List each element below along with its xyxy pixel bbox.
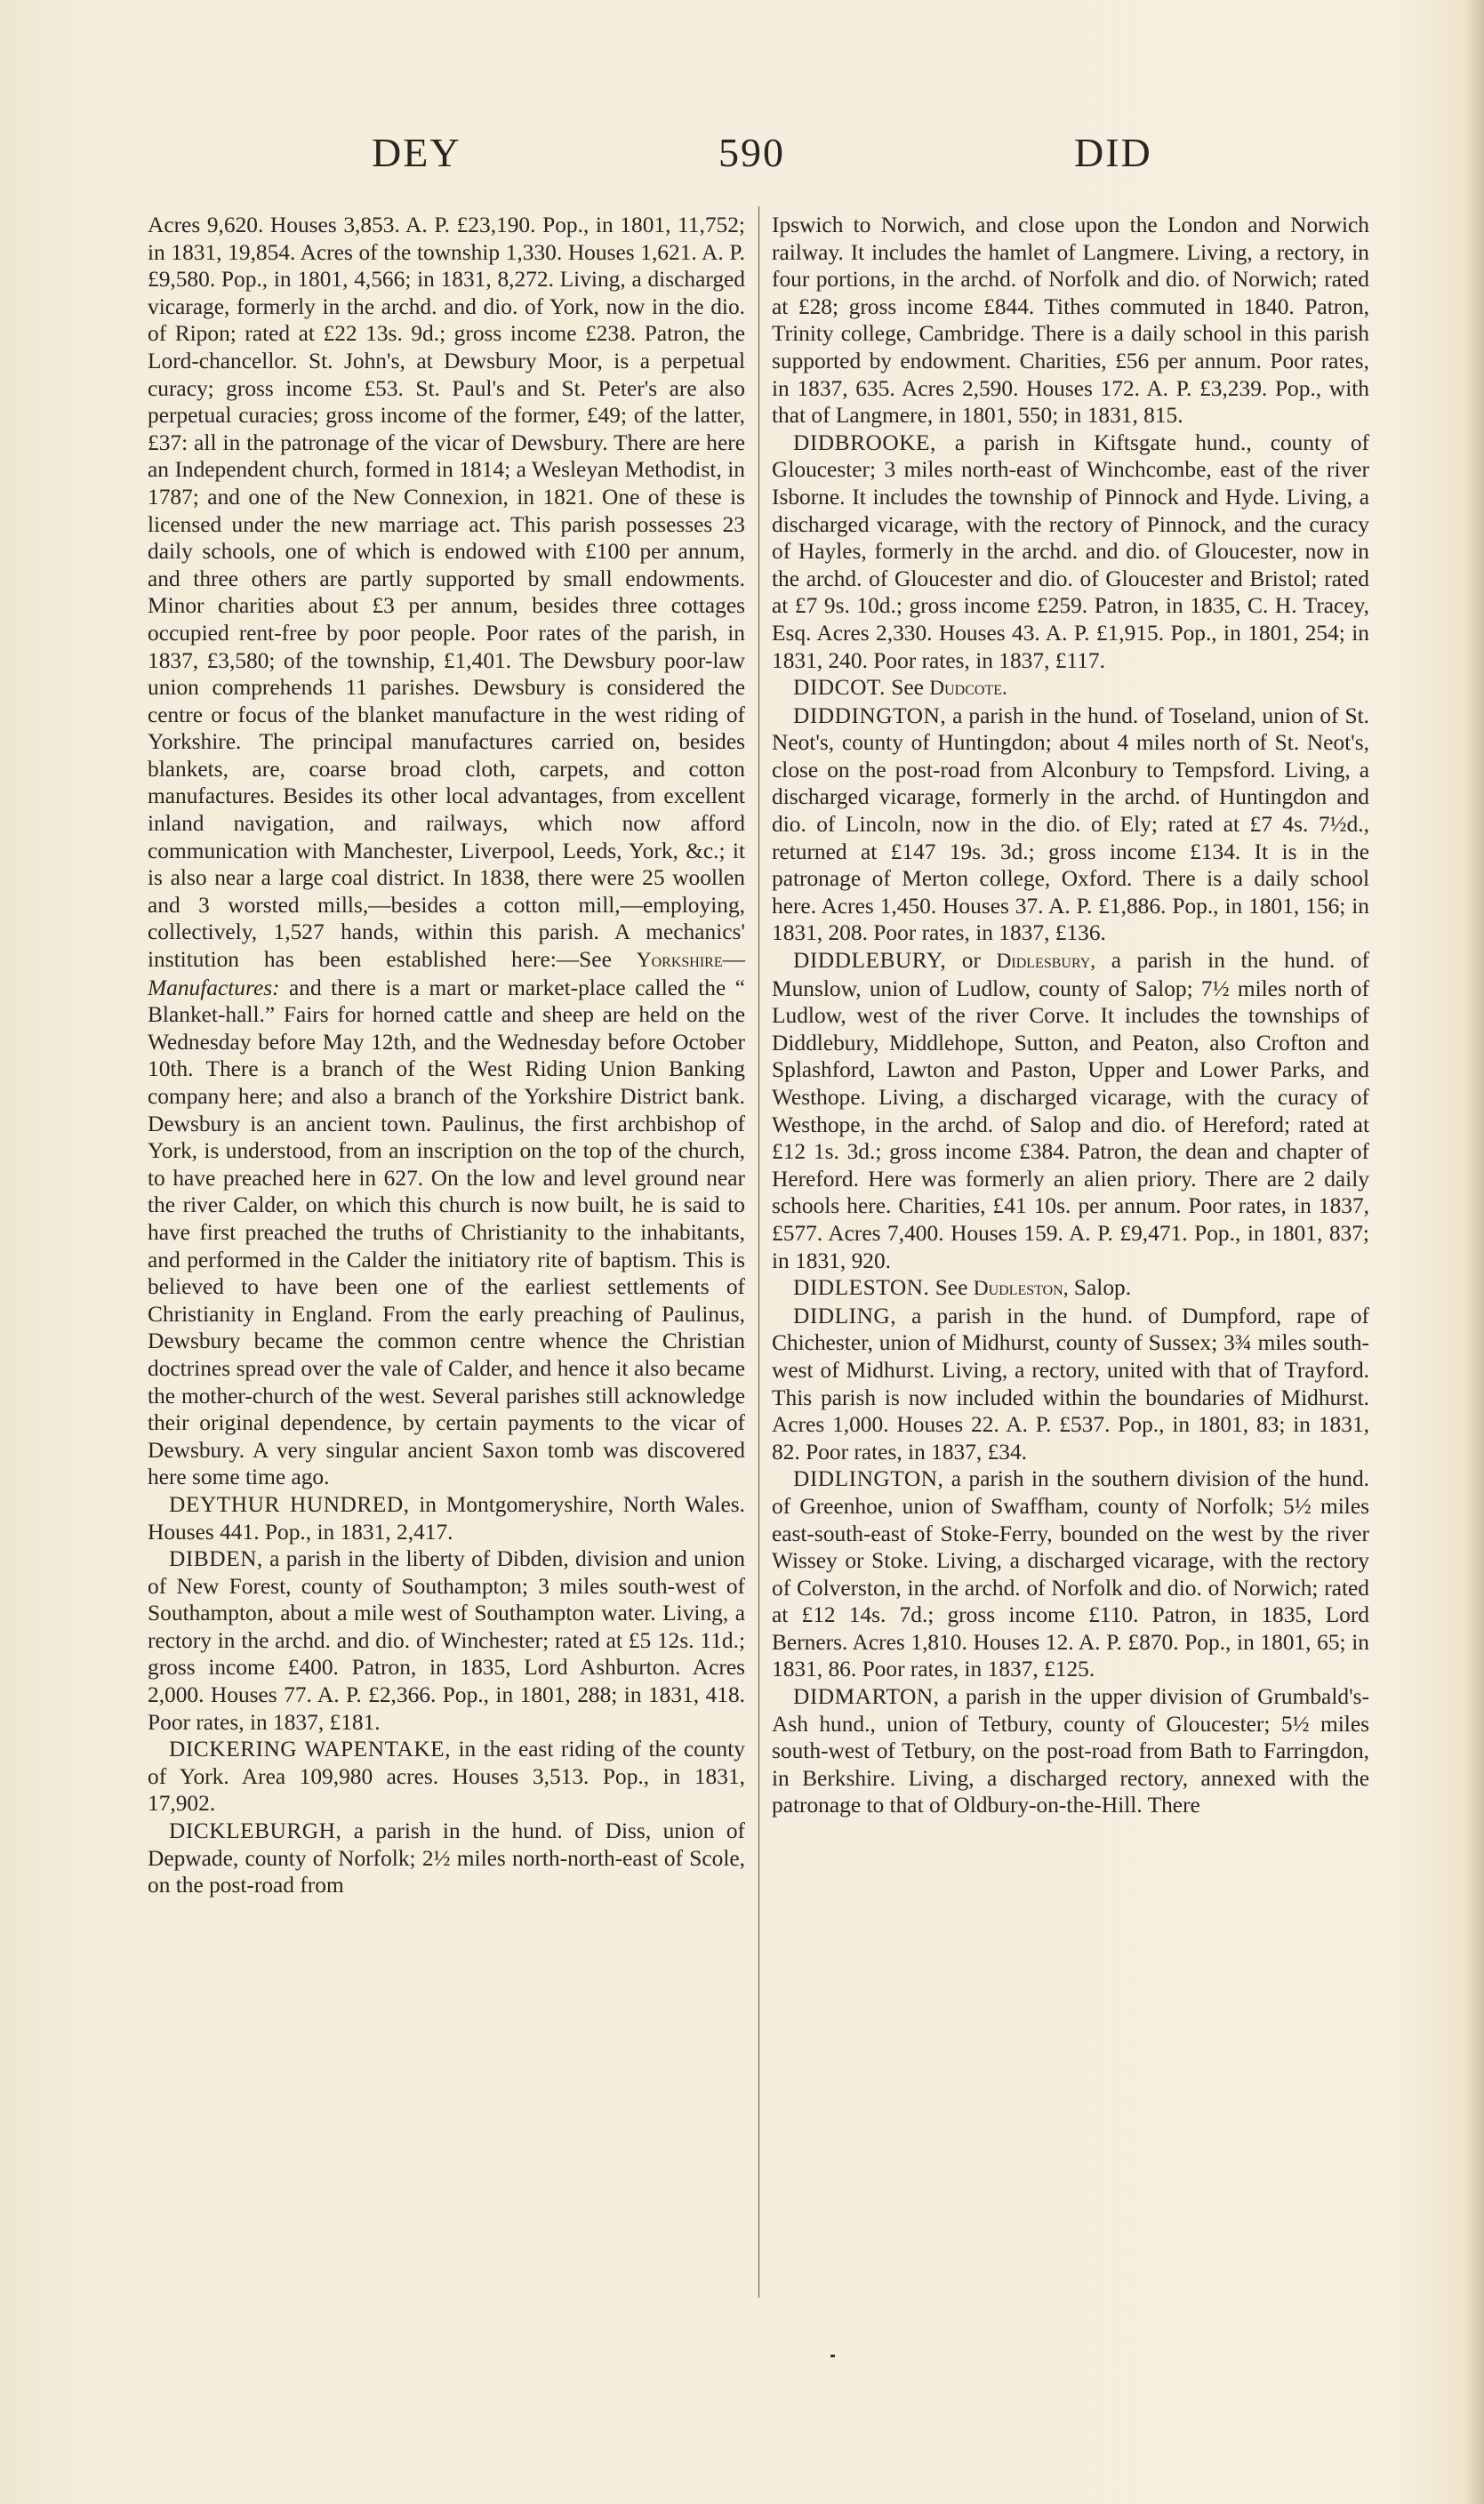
- entry-headword: DIDDLEBURY,: [793, 948, 947, 974]
- entry-headword: DIDLING,: [793, 1303, 897, 1328]
- gazetteer-entry: [148, 1736, 745, 1818]
- entry-text: a parish in the liberty of Dibden, division and union of New Forest, county of Southampton; 3 miles south-west of Southampton, about a mile west of Southampton water. Living, a rectory in the archd. and dio. of Winchester; rated at £5 12s. 11d.; gross income £400. Patron, in 1835, Lord Ashburton. Acres 2,000. Houses 77. A. P. £2,366. Pop., in 1801, 288; in 1831, 418. Poor rates, in 1837, £181.: [148, 1546, 745, 1735]
- gazetteer-entry: [772, 1683, 1369, 1819]
- entry-headword: DEYTHUR HUNDRED,: [169, 1491, 410, 1517]
- cross-reference: Dudcote.: [929, 677, 1007, 701]
- header-left-guideword: DEY: [372, 130, 461, 175]
- entry-text: Salop.: [1068, 1275, 1132, 1301]
- entry-text: a parish in the hund. of Diss, union of Depwade, county of Norfolk; 2½ miles north-north-east of Scole, on the post-road from: [148, 1818, 745, 1898]
- gazetteer-entry: [772, 674, 1369, 702]
- gazetteer-entry: [772, 702, 1369, 947]
- gazetteer-entry: [772, 947, 1369, 1274]
- cross-reference: Dudleston,: [973, 1277, 1069, 1301]
- entry-headword: DICKLEBURGH,: [169, 1818, 342, 1844]
- entry-headword: DIDBROOKE,: [793, 429, 936, 455]
- gazetteer-entry: [772, 1274, 1369, 1303]
- left-column: [148, 212, 745, 1899]
- gazetteer-entry: [772, 1465, 1369, 1683]
- gazetteer-entry: [772, 429, 1369, 674]
- header-right-guideword: DID: [1074, 130, 1152, 175]
- entry-headword: DIBDEN,: [169, 1546, 263, 1572]
- entry-text: a parish in the southern division of the hund. of Greenhoe, union of Swaffham, county of Norfolk; 5½ miles east-south-east of Stoke-Ferry, bounded on the west by the river Wissey or Stoke. Living, a discharged vicarage, with the rectory of Colverston, in the archd. of Norfolk and dio. of Norwich; rated at £12 14s. 7d.; gross income £110. Patron, in 1835, Lord Berners. Acres 1,810. Houses 12. A. P. £870. Pop., in 1801, 65; in 1831, 86. Poor rates, in 1837, £125.: [772, 1466, 1369, 1682]
- gazetteer-entry: [148, 1491, 745, 1545]
- entry-text: a parish in the hund. of Munslow, union of Ludlow, county of Salop; 7½ miles north of Ludlow, west of the river Corve. It includes the townships of Diddlebury, Middlehope, Sutton, and Peaton, also Crofton and Splashford, Lawton and Paston, Upper and Lower Parks, and Westhope. Living, a discharged vicarage, with the curacy of Westhope, in the archd. of Salop and dio. of Hereford; rated at £12 1s. 3d.; gross income £384. Patron, the dean and chapter of Hereford. Here was formerly an alien priory. There are 2 daily schools here. Charities, £41 10s. per annum. Poor rates, in 1837, £577. Acres 7,400. Houses 159. A. P. £9,471. Pop., in 1801, 837; in 1831, 920.: [772, 948, 1369, 1273]
- entry-headword: DIDMARTON,: [793, 1684, 940, 1710]
- printer-mark: [830, 2355, 835, 2357]
- entry-text: a parish in the hund. of Dumpford, rape of Chichester, union of Midhurst, county of Sussex; 3¾ miles south-west of Midhurst. Living, a rectory, united with that of Trayford. This parish is now included within the boundaries of Midhurst. Acres 1,000. Houses 22. A. P. £537. Pop., in 1801, 83; in 1831, 82. Poor rates, in 1837, £34.: [772, 1303, 1369, 1465]
- cross-reference: Didlesbury,: [996, 950, 1096, 974]
- entry-text: Ipswich to Norwich, and close upon the London and Norwich railway. It includes the hamlet of Langmere. Living, a rectory, in four portions, in the archd. of Norfolk and dio. of Norwich; rated at £28; gross income £844. Tithes commuted in 1840. Patron, Trinity college, Cambridge. There is a daily school in this parish supported by endowment. Charities, £56 per annum. Poor rates, in 1837, 635. Acres 2,590. Houses 172. A. P. £3,239. Pop., with that of Langmere, in 1801, 550; in 1831, 815.: [772, 213, 1369, 429]
- entry-text: a parish in the upper division of Grumbald's-Ash hund., union of Tetbury, county of Gloucester; 5½ miles south-west of Tetbury, on the post-road from Bath to Farringdon, in Berkshire. Living, a discharged rectory, annexed with the patronage to that of Oldbury-on-the-Hill. There: [772, 1684, 1369, 1818]
- entry-text: and there is a mart or market-place called the “ Blanket-hall.” Fairs for horned cattle and sheep are held on the Wednesday before May 12th, and the Wednesday before October 10th. There is a branch of the West Riding Union Banking company here; and also a branch of the Yorkshire District bank. Dewsbury is an ancient town. Paulinus, the first archbishop of York, is understood, from an inscription on the top of the church, to have preached here in 627. On the low and level ground near the river Calder, on which this church is now built, he is said to have first preached the truths of Christianity to the inhabitants, and performed in the Calder the initiatory rite of baptism. This is believed to have been one of the earliest settlements of Christianity in England. From the early preaching of Paulinus, Dewsbury became the common centre whence the Christian doctrines spread over the vale of Calder, and hence it also became the mother-church of the west. Several parishes still acknowledge their original dependence, by certain payments to the vicar of Dewsbury. A very singular ancient Saxon tomb was discovered here some time ago.: [148, 975, 745, 1490]
- entry-text: or: [946, 948, 997, 974]
- entry-text: Acres 9,620. Houses 3,853. A. P. £23,190. Pop., in 1801, 11,752; in 1831, 19,854. Acres of the township 1,330. Houses 1,621. A. P. £9,580. Pop., in 1801, 4,566; in 1831, 8,272. Living, a discharged vicarage, formerly in the archd. and dio. of York, now in the dio. of Ripon; rated at £22 13s. 9d.; gross income £238. Patron, the Lord-chancellor. St. John's, at Dewsbury Moor, is a perpetual curacy; gross income £53. St. Paul's and St. Peter's are also perpetual curacies; gross income of the former, £49; of the latter, £37: all in the patronage of the vicar of Dewsbury. There are here an Independent church, formed in 1814; a Wesleyan Methodist, in 1787; and one of the New Connexion, in 1821. One of these is licensed under the new marriage act. This parish possesses 23 daily schools, one of which is endowed with £100 per annum, and three others are partly supported by small endowments. Minor charities about £3 per annum, besides three cottages occupied rent-free by poor people. Poor rates of the parish, in 1837, £3,580; of the township, £1,401. The Dewsbury poor-law union comprehends 11 parishes. Dewsbury is considered the centre or focus of the blanket manufacture in the west riding of Yorkshire. The principal manufactures carried on, besides blankets, are, coarse broad cloth, carpets, and cotton manufactures. Besides its other local advantages, from excellent inland navigation, and railways, which now afford communication with Manchester, Liverpool, Leeds, York, &c.; it is also near a large coal district. In 1838, there were 25 woollen and 3 worsted mills,—besides a cotton mill,—employing, collectively, 1,527 hands, within this parish. A mechanics' institution has been established here:—See: [148, 213, 745, 973]
- gazetteer-entry: [772, 1303, 1369, 1466]
- gazetteer-entry: [148, 1818, 745, 1899]
- entry-headword: DIDDINGTON,: [793, 702, 947, 728]
- page-number: 590: [718, 130, 785, 175]
- entry-headword: DIDLESTON.: [793, 1275, 930, 1301]
- entry-headword: DIDCOT.: [793, 675, 886, 701]
- continued-entry-dickleburgh: [772, 212, 1369, 429]
- page-edge-shadow: [1464, 0, 1484, 2504]
- entry-headword: DIDLINGTON,: [793, 1466, 944, 1492]
- entry-headword: DICKERING WAPENTAKE,: [169, 1737, 452, 1762]
- column-divider: [758, 206, 759, 2298]
- cross-reference-italic: Manufactures:: [148, 975, 280, 1000]
- gazetteer-entry: [148, 1545, 745, 1736]
- entry-text: See: [929, 1275, 974, 1301]
- entry-text: in Montgomeryshire, North Wales. Houses 441. Pop., in 1831, 2,417.: [148, 1491, 745, 1545]
- entry-text: in the east riding of the county of York. Area 109,980 acres. Houses 3,513. Pop., in 1831, 17,902.: [148, 1737, 746, 1817]
- running-header: [0, 129, 1484, 182]
- entry-text: See: [885, 675, 930, 701]
- entry-text: a parish in the hund. of Toseland, union of St. Neot's, county of Huntingdon; about 4 miles north of St. Neot's, close on the post-road from Alconbury to Tempsford. Living, a discharged vicarage, formerly in the archd. of Huntingdon and dio. of Lincoln, now in the dio. of Ely; rated at £7 4s. 7½d., returned at £147 19s. 3d.; gross income £134. It is in the patronage of Merton college, Oxford. There is a daily school here. Acres 1,450. Houses 37. A. P. £1,886. Pop., in 1801, 156; in 1831, 208. Poor rates, in 1837, £136.: [772, 702, 1369, 946]
- entry-text: a parish in Kiftsgate hund., county of Gloucester; 3 miles north-east of Winchcombe, east of the river Isborne. It includes the township of Pinnock and Hyde. Living, a discharged vicarage, with the rectory of Pinnock, and the curacy of Hayles, formerly in the archd. and dio. of Gloucester, now in the archd. of Gloucester and dio. of Gloucester and Bristol; rated at £7 9s. 10d.; gross income £259. Patron, in 1835, C. H. Tracey, Esq. Acres 2,330. Houses 43. A. P. £1,915. Pop., in 1801, 254; in 1831, 240. Poor rates, in 1837, £117.: [772, 429, 1369, 673]
- cross-reference: Yorkshire: [636, 949, 723, 973]
- right-column: [772, 212, 1369, 1819]
- continued-entry-dewsbury: Acres 9,620. Houses 3,853. A. P. £23,190. Pop., in 1801, 11,752; in 1831, 19,854. Acres of the township 1,330. Houses 1,621. A. P. £9,580. Pop., in 1801, 4,566; in 1831, 8,272. Living, a discharged vicarage, formerly in the archd. and dio. of York, now in the dio. of Ripon; rated at £22 13s. 9d.; gross income £238. Patron, the Lord-chancellor. St. John's, at Dewsbury Moor, is a perpetual curacy; gross income £53. St. Paul's and St. Peter's are also perpetual curacies; gross income of the former, £49; of the latter, £37: all in the patronage of the vicar of Dewsbury. There are here an Independent church, formed in 1814; a Wesleyan Methodist, in 1787; and one of the New Connexion, in 1821. One of these is licensed under the new marriage act. This parish possesses 23 daily schools, one of which is endowed with £100 per annum, and three others are partly supported by small endowments. Minor charities about £3 per annum, besides three cottages occupied rent-free by poor people. Poor rates of the parish, in 1837, £3,580; of the township, £1,401. The Dewsbury poor-law union comprehends 11 parishes. Dewsbury is considered the centre or focus of the blanket manufacture in the west riding of Yorkshire. The principal manufactures carried on, besides blankets, are, coarse broad cloth, carpets, and cotton manufactures. Besides its other local advantages, from excellent inland navigation, and railways, which now afford communication with Manchester, Liverpool, Leeds, York, &c.; it is also near a large coal district. In 1838, there were 25 woollen and 3 worsted mills,—besides a cotton mill,—employing, collectively, 1,527 hands, within this parish. A mechanics' institution has been established here:—See Yorkshire—Manufactures: and there is a mart or market-place called the “ Blanket-hall.” Fairs for horned cattle and sheep are held on the Wednesday before May 12th, and the Wednesday before October 10th. There is a branch of the West Riding Union Banking company here; and also a branch of the Yorkshire District bank. Dewsbury is an ancient town. Paulinus, the first archbishop of York, is understood, from an inscription on the top of the church, to have preached here in 627. On the low and level ground near the river Calder, on which this church is now built, he is said to have first preached the truths of Christianity to the inhabitants, and performed in the Calder the initiatory rite of baptism. This is believed to have been one of the earliest settlements of Christianity in England. From the early preaching of Paulinus, Dewsbury became the common centre whence the Christian doctrines spread over the vale of Calder, and hence it also became the mother-church of the west. Several parishes still acknowledge their original dependence, by certain payments to the vicar of Dewsbury. A very singular ancient Saxon tomb was discovered here some time ago.: [148, 213, 745, 1490]
